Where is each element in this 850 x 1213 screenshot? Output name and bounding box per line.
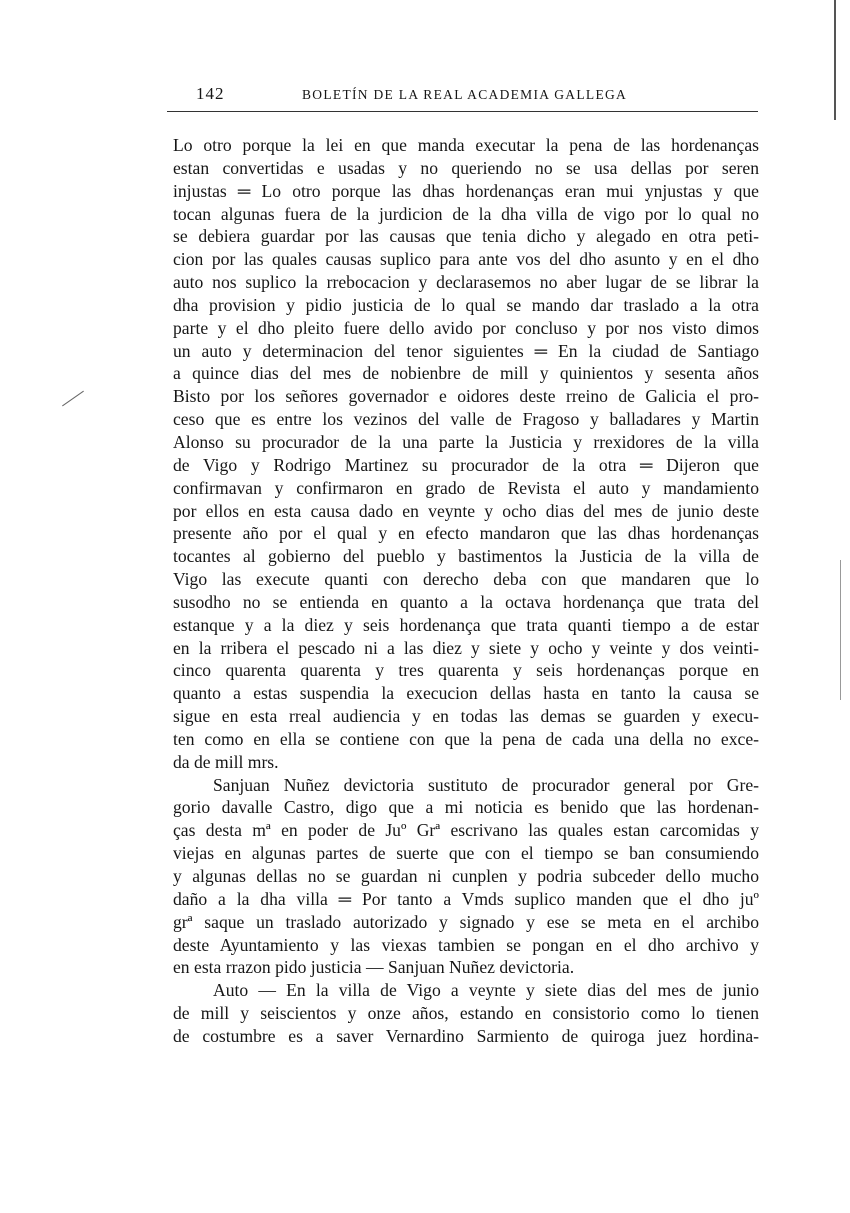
text-line: cion por las quales causas suplico para ante vos del dho asunto y en el dho — [173, 249, 759, 270]
text-line: Sanjuan Nuñez devictoria sustituto de procurador general por Gre- — [213, 774, 759, 795]
text-line: daño a la dha villa ═ Por tanto a Vmds suplico manden que el dho juº — [173, 888, 759, 909]
text-line: injustas ═ Lo otro porque las dhas hordenanças eran mui ynjustas y que — [173, 180, 759, 201]
text-line: tocantes al gobierno del pueblo y bastimentos la Justicia de la villa de — [173, 546, 759, 567]
running-header — [170, 84, 758, 106]
text-line: viejas en algunas partes de suerte que con el tiempo se ban consumiendo — [173, 843, 759, 864]
page-number: 142 — [196, 84, 225, 103]
text-line: da de mill mrs. — [173, 751, 279, 772]
text-line: dha provision y pidio justicia de lo qual se mando dar traslado a la otra — [173, 294, 759, 315]
text-line: Bisto por los señores governador e oidores deste rreino de Galicia el pro- — [173, 386, 759, 407]
text-line: deste Ayuntamiento y las viexas tambien se pongan en el dho archivo y — [173, 934, 759, 955]
margin-pencil-mark — [62, 391, 84, 407]
paragraph — [173, 134, 759, 774]
text-line: sigue en esta rreal audiencia y en todas las demas se guarden y execu- — [173, 706, 759, 727]
scan-edge-artifact — [840, 560, 841, 700]
text-line: presente año por el qual y en efecto mandaron que las dhas hordenanças — [173, 523, 759, 544]
journal-title: BOLETÍN DE LA REAL ACADEMIA GALLEGA — [302, 87, 628, 102]
text-line: ten como en ella se contiene con que la pena de cada una della no exce- — [173, 728, 759, 749]
text-line: confirmavan y confirmaron en grado de Revista el auto y mandamiento — [173, 477, 759, 498]
text-line: auto nos suplico la rrebocacion y declarasemos no aber lugar de se librar la — [173, 272, 759, 293]
text-line: gorio davalle Castro, digo que a mi noticia es benido que las hordenan- — [173, 797, 759, 818]
text-line: de Vigo y Rodrigo Martinez su procurador de la otra ═ Dijeron que — [173, 454, 759, 475]
page-body — [173, 134, 759, 1048]
text-line: por ellos en esta causa dado en veynte y ocho dias del mes de junio deste — [173, 500, 759, 521]
text-line: quanto a estas suspendia la execucion dellas hasta en tanto la causa se — [173, 683, 759, 704]
header-rule — [167, 111, 758, 112]
text-line: en esta rrazon pido justicia — Sanjuan Nuñez devictoria. — [173, 957, 575, 978]
text-line: grª saque un traslado autorizado y signado y ese se meta en el archibo — [173, 911, 759, 932]
text-line: en la rribera el pescado ni a las diez y siete y ocho y veinte y dos veinti- — [173, 637, 759, 658]
text-line: se debiera guardar por las causas que tenia dicho y alegado en otra peti- — [173, 226, 759, 247]
text-line: cinco quarenta quarenta y tres quarenta y seis hordenanças porque en — [173, 660, 759, 681]
text-line: de costumbre es a saver Vernardino Sarmiento de quiroga juez hordina- — [173, 1025, 759, 1046]
paragraph — [173, 979, 759, 1048]
text-line: Vigo las execute quanti con derecho deba con que mandaren que lo — [173, 569, 759, 590]
text-line: estanque y a la diez y seis hordenança que trata quanti tiempo a de estar — [173, 614, 759, 635]
text-line: Alonso su procurador de la una parte la Justicia y rrexidores de la villa — [173, 431, 759, 452]
text-line: un auto y determinacion del tenor siguientes ═ En la ciudad de Santiago — [173, 340, 759, 361]
text-line: y algunas dellas no se guardan ni cunplen y podria subceder dello mucho — [173, 866, 759, 886]
text-line: parte y el dho pleito fuere dello avido por concluso y por nos visto dimos — [173, 317, 759, 338]
text-line: ceso que es entre los vezinos del valle de Fragoso y balladares y Martin — [173, 409, 759, 430]
text-line: a quince dias del mes de nobienbre de mill y quinientos y sesenta años — [173, 363, 759, 384]
text-line: ças desta mª en poder de Juº Grª escrivano las quales estan carcomidas y — [173, 820, 759, 841]
text-line: Lo otro porque la lei en que manda executar la pena de las hordenanças — [173, 135, 759, 155]
text-line: susodho no se entienda en quanto a la octava hordenança que trata del — [173, 591, 759, 612]
text-line: Auto — En la villa de Vigo a veynte y siete dias del mes de junio — [213, 980, 759, 1001]
text-line: estan convertidas e usadas y no queriendo no se usa dellas por seren — [173, 157, 759, 178]
text-line: tocan algunas fuera de la jurdicion de la dha villa de vigo por lo qual no — [173, 203, 759, 224]
paragraph — [173, 774, 759, 980]
scan-edge-artifact — [834, 0, 836, 120]
text-line: de mill y seiscientos y onze años, estando en consistorio como lo tienen — [173, 1003, 759, 1024]
